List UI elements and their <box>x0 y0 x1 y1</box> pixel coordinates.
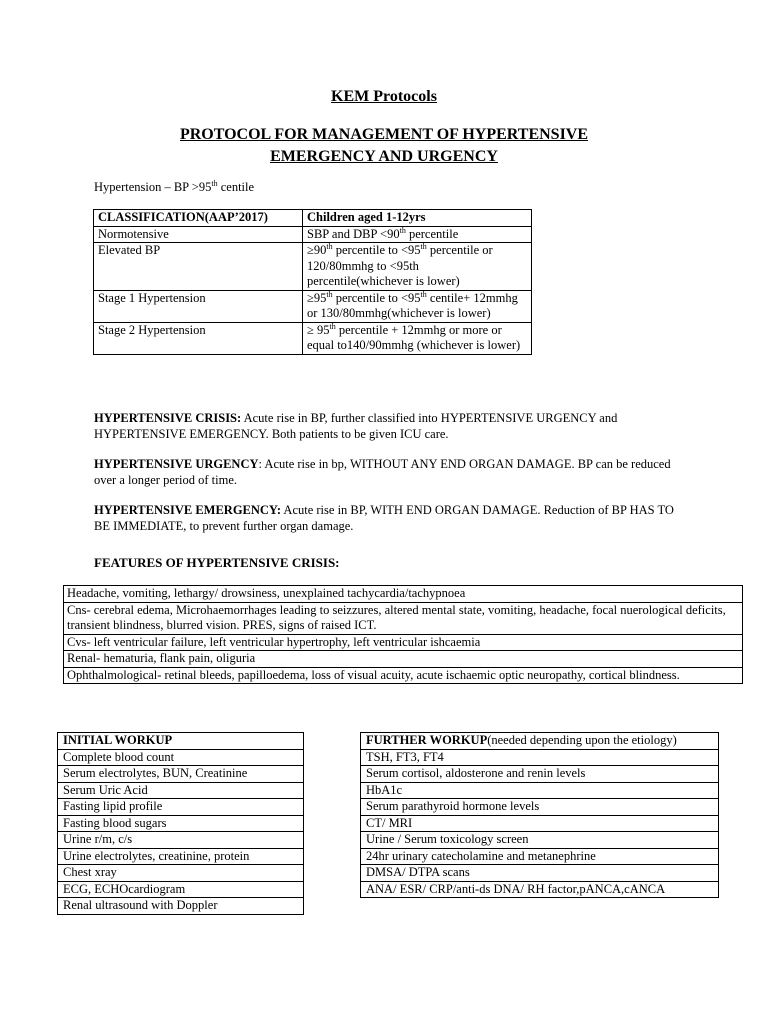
paragraph-emergency: HYPERTENSIVE EMERGENCY: Acute rise in BP, WITH END ORGAN DAMAGE. Reduction of BP HAS TO BE IMMEDIATE, to prevent further organ damage. <box>94 503 674 533</box>
features-table <box>63 585 743 684</box>
table-row <box>361 832 719 849</box>
workup-item: HbA1c <box>361 782 719 799</box>
initial-workup-table <box>57 732 304 915</box>
table-row <box>58 815 304 832</box>
workup-item: ANA/ ESR/ CRP/anti-ds DNA/ RH factor,pANCA,cANCA <box>361 881 719 898</box>
table-header-row <box>58 733 304 750</box>
document-title: KEM Protocols <box>331 88 437 105</box>
age-group-header: Children aged 1-12yrs <box>303 210 532 227</box>
classification-criteria: SBP and DBP <90th percentile <box>303 226 532 243</box>
table-row <box>64 667 743 684</box>
classification-label: Elevated BP <box>94 243 303 291</box>
table-row <box>64 602 743 634</box>
workup-item: Fasting blood sugars <box>58 815 304 832</box>
table-row <box>94 226 532 243</box>
classification-header: CLASSIFICATION(AAP’2017) <box>94 210 303 227</box>
workup-item: Serum cortisol, aldosterone and renin levels <box>361 766 719 783</box>
workup-item: Complete blood count <box>58 749 304 766</box>
table-row <box>64 651 743 668</box>
workup-item: Urine electrolytes, creatinine, protein <box>58 848 304 865</box>
workup-item: Serum parathyroid hormone levels <box>361 799 719 816</box>
table-row <box>361 799 719 816</box>
table-row <box>94 290 532 322</box>
feature-cell: Cns- cerebral edema, Microhaemorrhages leading to seizzures, altered mental state, vomiting, headache, focal nuerological deficits, transient blindness, blurred vision. PRES, signs of raised ICT. <box>64 602 743 634</box>
workup-item: Renal ultrasound with Doppler <box>58 898 304 915</box>
classification-criteria: ≥90th percentile to <95th percentile or 120/80mmhg to <95th percentile(whichever is lower) <box>303 243 532 291</box>
further-workup-table <box>360 732 719 898</box>
hypertension-definition <box>94 180 254 196</box>
table-row <box>58 848 304 865</box>
paragraph-crisis: HYPERTENSIVE CRISIS: Acute rise in BP, further classified into HYPERTENSIVE URGENCY and HYPERTENSIVE EMERGENCY. Both patients to be given ICU care. <box>94 411 618 441</box>
classification-label: Stage 2 Hypertension <box>94 322 303 354</box>
table-row <box>58 881 304 898</box>
workup-item: Urine r/m, c/s <box>58 832 304 849</box>
classification-table <box>93 209 532 355</box>
feature-cell: Cvs- left ventricular failure, left ventricular hypertrophy, left ventricular ishcaemia <box>64 634 743 651</box>
table-row <box>64 586 743 603</box>
classification-criteria: ≥ 95th percentile + 12mmhg or more or equal to140/90mmhg (whichever is lower) <box>303 322 532 354</box>
definition-text: Hypertension – BP >95 <box>94 180 212 194</box>
classification-criteria: ≥95th percentile to <95th centile+ 12mmhg or 130/80mmhg(whichever is lower) <box>303 290 532 322</box>
definition-sup: th <box>211 178 218 188</box>
table-row <box>58 782 304 799</box>
protocol-heading: PROTOCOL FOR MANAGEMENT OF HYPERTENSIVE EMERGENCY AND URGENCY <box>179 126 589 165</box>
classification-label: Normotensive <box>94 226 303 243</box>
further-workup-heading: FURTHER WORKUP <box>366 733 488 747</box>
table-header-row <box>94 210 532 227</box>
definitions-section <box>94 411 684 549</box>
workup-item: DMSA/ DTPA scans <box>361 865 719 882</box>
table-row <box>58 898 304 915</box>
workup-item: ECG, ECHOcardiogram <box>58 881 304 898</box>
feature-cell: Headache, vomiting, lethargy/ drowsiness, unexplained tachycardia/tachypnoea <box>64 586 743 603</box>
table-row <box>361 766 719 783</box>
table-header-row <box>361 733 719 750</box>
table-row <box>94 322 532 354</box>
table-row <box>361 881 719 898</box>
table-row <box>58 766 304 783</box>
initial-workup-heading: INITIAL WORKUP <box>58 733 304 750</box>
workup-item: Serum Uric Acid <box>58 782 304 799</box>
table-row <box>58 865 304 882</box>
feature-cell: Ophthalmological- retinal bleeds, papilloedema, loss of visual acuity, acute ischaemic optic neuropathy, cortical blindness. <box>64 667 743 684</box>
table-row <box>361 865 719 882</box>
workup-item: Fasting lipid profile <box>58 799 304 816</box>
table-row <box>361 815 719 832</box>
classification-label: Stage 1 Hypertension <box>94 290 303 322</box>
table-row <box>58 749 304 766</box>
features-heading: FEATURES OF HYPERTENSIVE CRISIS: <box>94 555 340 570</box>
workup-item: 24hr urinary catecholamine and metanephrine <box>361 848 719 865</box>
table-row <box>94 243 532 291</box>
workup-item: Urine / Serum toxicology screen <box>361 832 719 849</box>
table-row <box>58 832 304 849</box>
paragraph-urgency: HYPERTENSIVE URGENCY: Acute rise in bp, WITHOUT ANY END ORGAN DAMAGE. BP can be reduced over a longer period of time. <box>94 457 671 487</box>
further-workup-heading-cell <box>361 733 719 750</box>
table-row <box>361 782 719 799</box>
definition-suffix: centile <box>217 180 255 194</box>
table-row <box>58 799 304 816</box>
workup-item: TSH, FT3, FT4 <box>361 749 719 766</box>
table-row <box>64 634 743 651</box>
table-row <box>361 848 719 865</box>
workup-item: CT/ MRI <box>361 815 719 832</box>
feature-cell: Renal- hematuria, flank pain, oliguria <box>64 651 743 668</box>
further-workup-note: (needed depending upon the etiology) <box>487 733 677 747</box>
workup-item: Serum electrolytes, BUN, Creatinine <box>58 766 304 783</box>
workup-item: Chest xray <box>58 865 304 882</box>
table-row <box>361 749 719 766</box>
